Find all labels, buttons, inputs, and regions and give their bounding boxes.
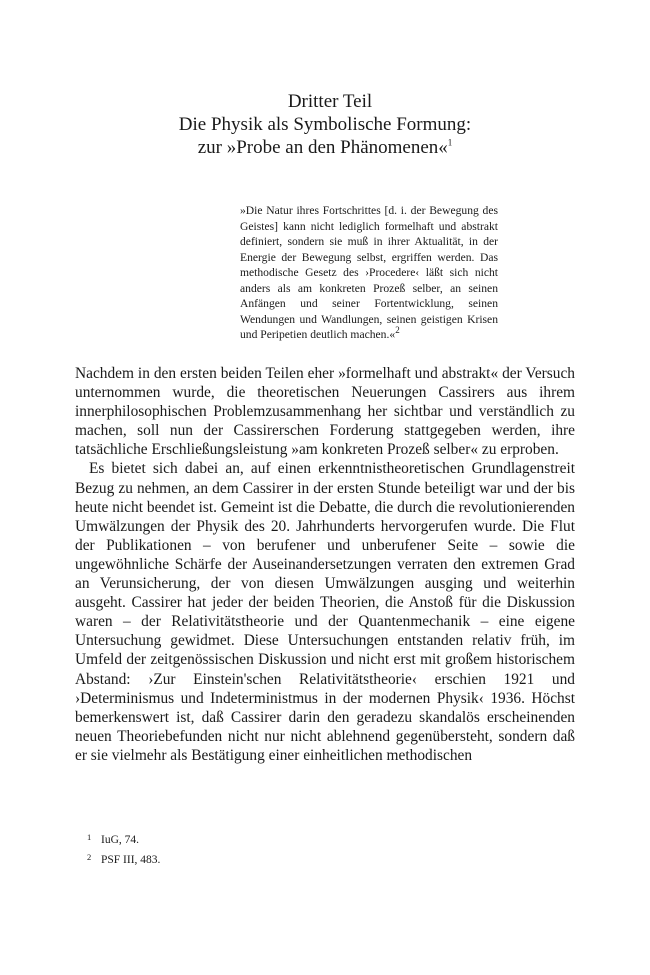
footnote-ref-2[interactable]: 2 <box>395 325 400 336</box>
epigraph-text: »Die Natur ihres Fortschrittes [d. i. der Bewegung des Geistes] kann nicht lediglich formelhaft und abstrakt definiert, sondern sie muß in ihrer Aktualität, in der Energie der Bewegung selbst, ergriffen werden. Das methodische Gesetz des ›Procedere‹ läßt sich nicht anders als am konkreten Prozeß selber, an seinen Anfängen und seiner Fortentwicklung, seinen Wendungen und Wandlungen, seinen geistigen Krisen und Peripetien deutlich machen.« <box>240 204 498 341</box>
footnote-2 <box>87 849 487 869</box>
part-subtitle-text: zur »Probe an den Phänomenen« <box>197 137 448 158</box>
footnote-number: 2 <box>87 852 92 862</box>
paragraph: Nachdem in den ersten beiden Teilen eher »formelhaft und abstrakt« der Versuch unternommen wurde, die theoretischen Neuerungen Cassirers aus ihrem innerphilosophischen Problemzusammenhang her sichtbar und verständlich zu machen, soll nun der Cassirerschen Forderung stattgegeben werden, ihre tatsächliche Erschließungsleistung »am konkreten Prozeß selber« zu erproben. <box>75 365 575 459</box>
paragraph: Es bietet sich dabei an, auf einen erkenntnistheoretischen Grundlagenstreit Bezug zu nehmen, an dem Cassirer in der ersten Stunde beteiligt war und der bis heute nicht beendet ist. Gemeint ist die Debatte, die durch die revolutionierenden Umwälzungen der Physik des 20. Jahrhunderts hervorgerufen wurde. Die Flut der Publikationen – von berufener und unberufener Seite – sowie die ungewöhnliche Schärfe der Auseinandersetzungen verraten den extremen Grad an Verunsicherung, der von diesen Umwälzungen ausging und weiterhin ausgeht. Cassirer hat jeder der beiden Theorien, die Anstoß für die Diskussion waren – der Relativitätstheorie und der Quantenmechanik – eine eigene Untersuchung gewidmet. Diese Untersuchungen entstanden relativ früh, im Umfeld der zeitgenössischen Diskussion und nicht erst mit großem historischem Abstand: ›Zur Einstein'schen Relativitätstheorie‹ erschien 1921 und ›Determinismus und Indeterministmus in der modernen Physik‹ 1936. Höchst bemerkenswert ist, daß Cassirer darin den geradezu skandalös erscheinenden neuen Theoriebefunden nicht nur nicht ablehnend gegenübersteht, sondern daß er sie vielmehr als Bestätigung einer einheitlichen methodischen <box>75 460 575 764</box>
part-title: Die Physik als Symbolische Formung: <box>178 114 472 135</box>
footnote-text: PSF III, 483. <box>101 854 161 866</box>
epigraph-quote <box>240 203 498 343</box>
footnote-ref-1[interactable]: 1 <box>447 137 453 148</box>
part-subtitle <box>0 136 650 159</box>
part-number: Dritter Teil <box>287 91 373 112</box>
footnote-number: 1 <box>87 832 92 842</box>
footnote-1 <box>87 829 487 849</box>
body-text <box>75 364 575 765</box>
footnotes <box>87 829 487 869</box>
part-heading <box>0 90 650 159</box>
footnote-text: IuG, 74. <box>101 834 140 846</box>
